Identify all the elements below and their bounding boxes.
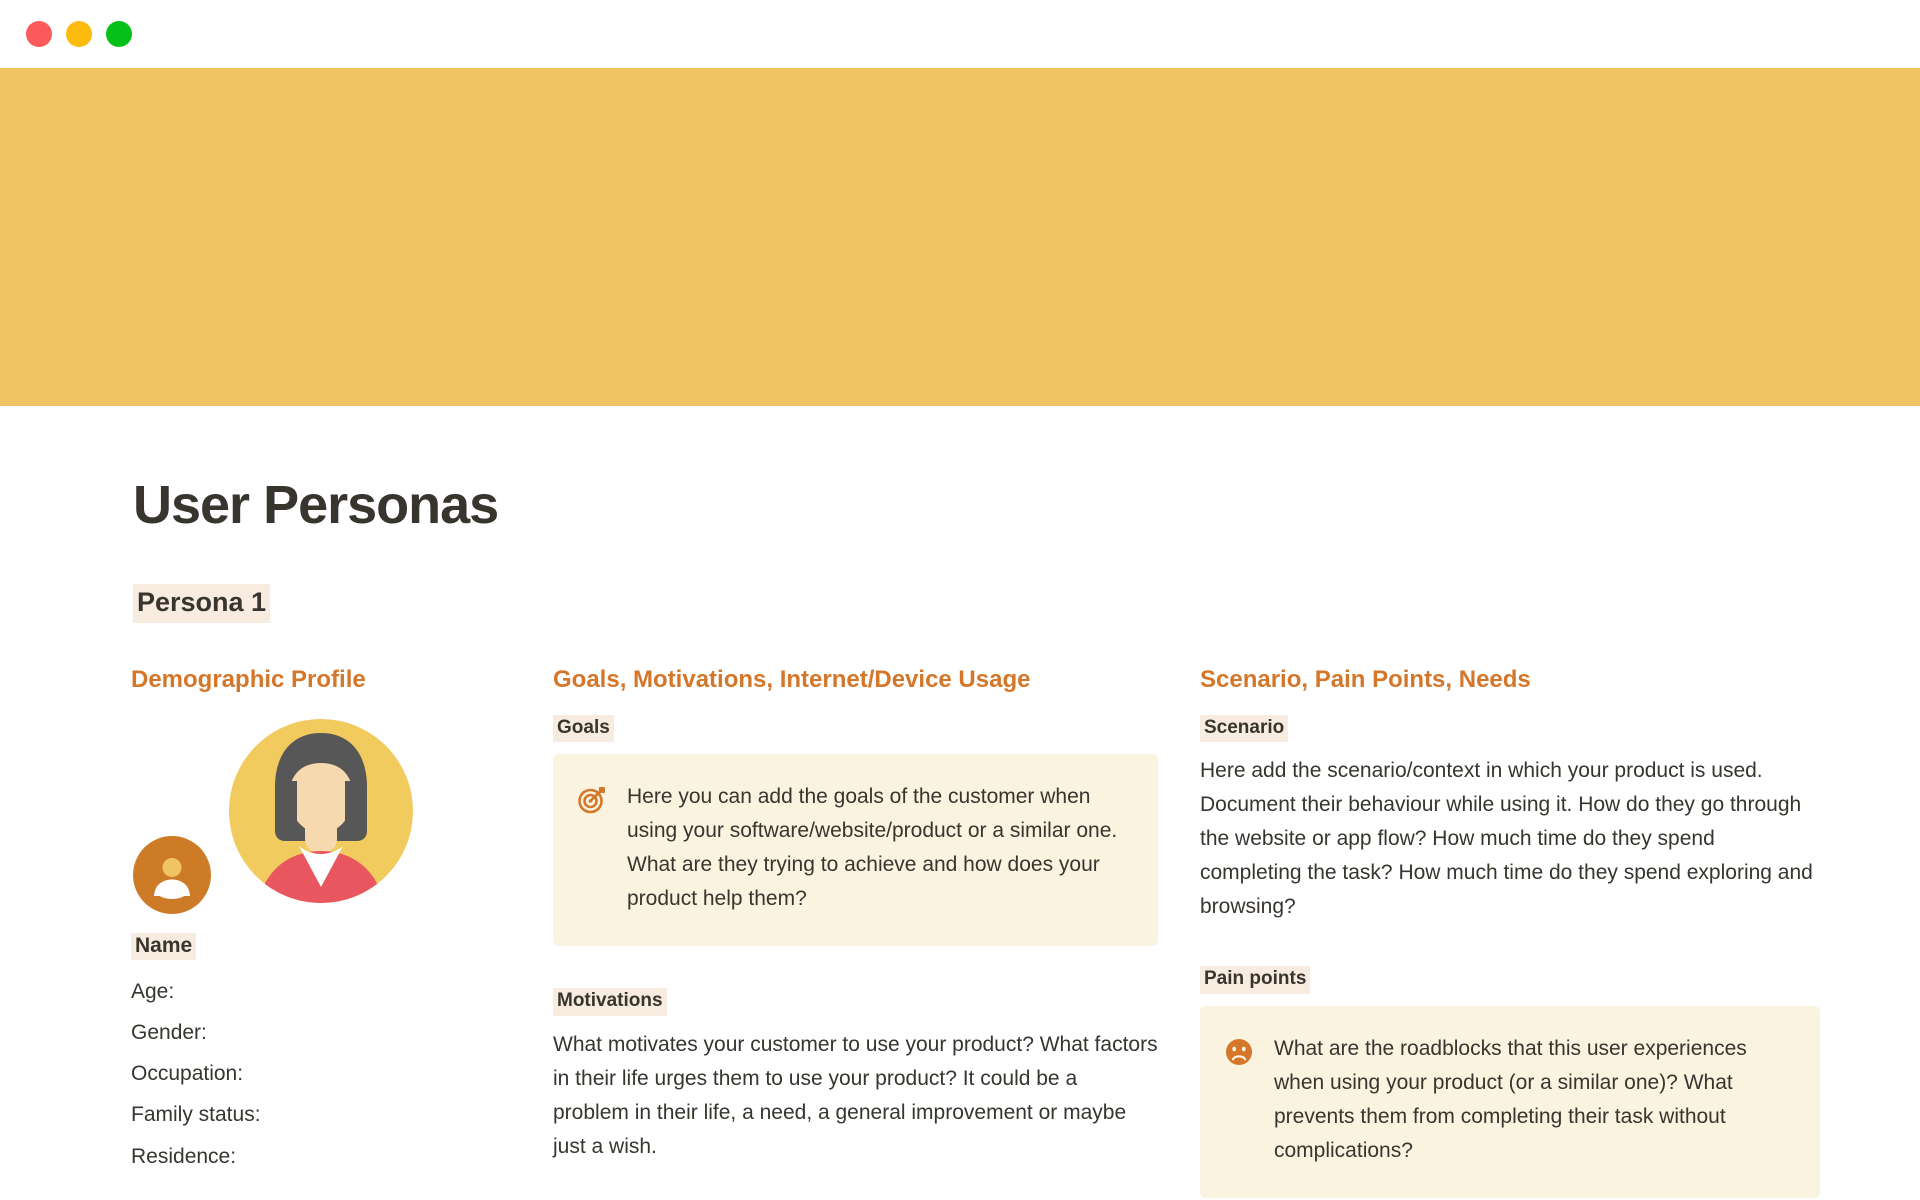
column-title-goals: Goals, Motivations, Internet/Device Usage xyxy=(553,665,1031,693)
subheading-pain-points: Pain points xyxy=(1200,966,1310,994)
goals-callout xyxy=(553,754,1158,946)
demographic-field-residence: Residence: xyxy=(131,1144,237,1168)
page-title: User Personas xyxy=(133,475,499,535)
window-title-bar xyxy=(0,0,1920,68)
persona-heading: Persona 1 xyxy=(133,584,270,623)
demographic-field-gender: Gender: xyxy=(131,1020,207,1044)
page-content xyxy=(0,474,1920,1200)
maximize-window-button[interactable] xyxy=(106,21,132,47)
column-title-scenario: Scenario, Pain Points, Needs xyxy=(1200,665,1531,693)
demographic-field-occupation: Occupation: xyxy=(131,1062,244,1086)
column-goals-motivations xyxy=(553,666,1158,1164)
sad-face-icon xyxy=(1224,1037,1254,1067)
user-circle-icon[interactable] xyxy=(133,836,211,914)
motivations-text: What motivates your customer to use your product? What factors in their life urges them to use your product? It could be a problem in their life, a need, a general improvement or maybe just a wish. xyxy=(553,1032,1158,1159)
subheading-scenario: Scenario xyxy=(1200,715,1288,743)
woman-avatar-illustration xyxy=(225,715,417,907)
scenario-text: Here add the scenario/context in which your product is used. Document their behaviour while using it. How do they go through the website or app flow? How much time do they spend completing the task? How much time do they spend exploring and browsing? xyxy=(1200,759,1813,919)
close-window-button[interactable] xyxy=(26,21,52,47)
pain-points-callout xyxy=(1200,1006,1820,1198)
demographic-field-family-status: Family status: xyxy=(131,1103,261,1127)
column-title-demographic: Demographic Profile xyxy=(131,665,366,693)
hero-banner xyxy=(0,68,1920,406)
target-icon xyxy=(577,785,607,815)
column-scenario-pain-points xyxy=(1200,666,1820,1198)
demographic-field-age: Age: xyxy=(131,979,175,1003)
goals-callout-text: Here you can add the goals of the customer when using your software/website/product or a similar one. What are they trying to achieve and how does your product help them? xyxy=(627,785,1118,911)
demographic-name-label: Name xyxy=(131,933,196,960)
column-demographic-profile xyxy=(131,666,511,1200)
persona-columns xyxy=(0,666,1920,1200)
minimize-window-button[interactable] xyxy=(66,21,92,47)
subheading-motivations: Motivations xyxy=(553,988,667,1016)
demographic-field-list xyxy=(131,933,511,1174)
subheading-goals: Goals xyxy=(553,715,614,743)
pain-points-callout-text: What are the roadblocks that this user experiences when using your product (or a similar one)? What prevents them from completing their task without complications? xyxy=(1274,1037,1747,1163)
